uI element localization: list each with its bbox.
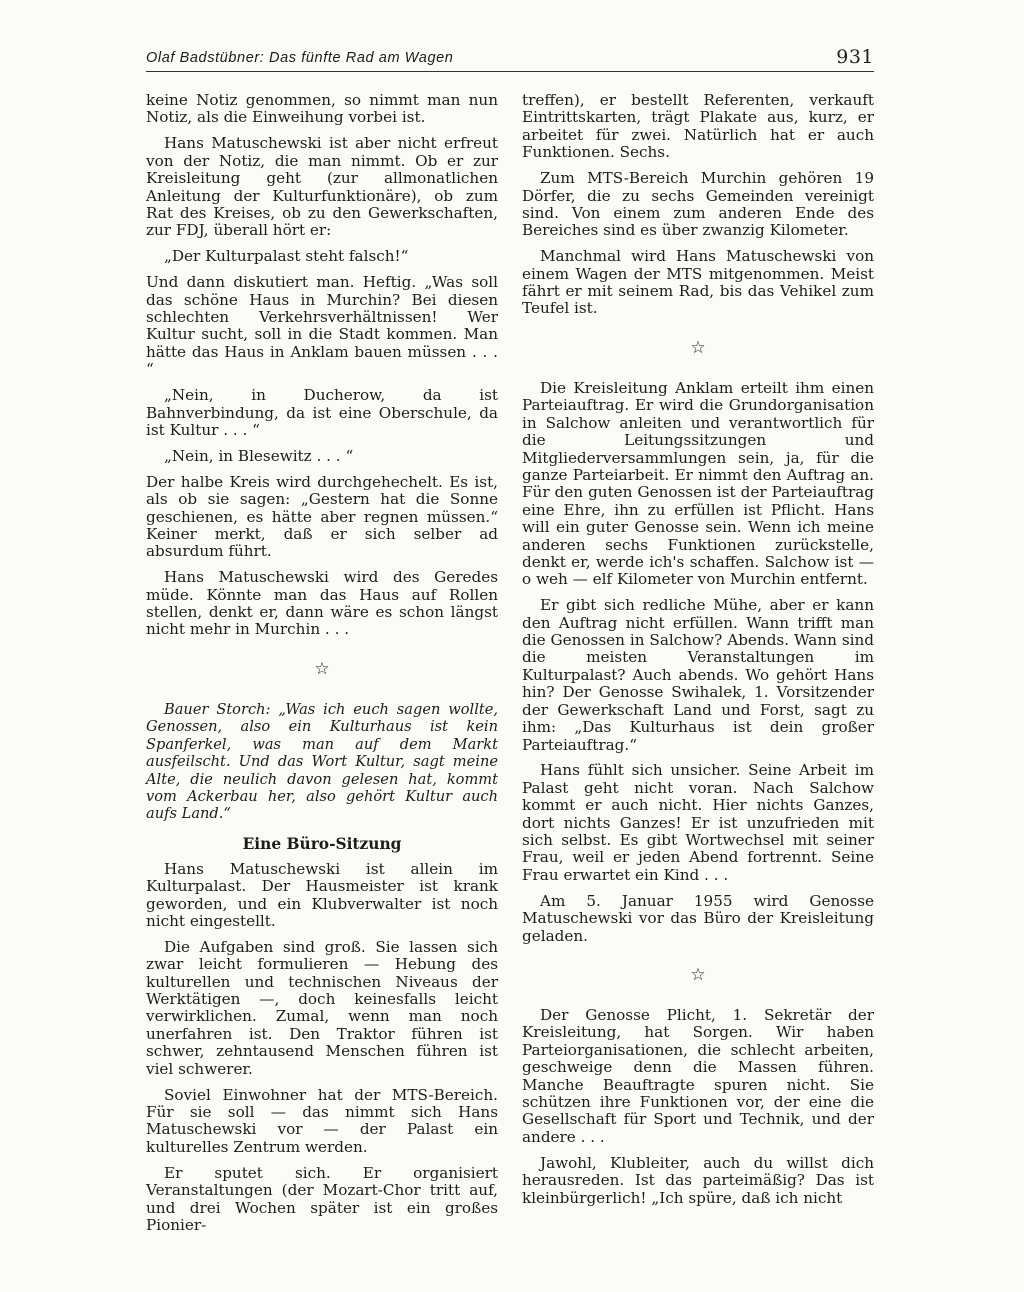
paragraph: Er gibt sich redliche Mühe, aber er kann den Auftrag nicht erfüllen. Wann trifft man die Genossen in Salchow? Abends. Wann sind die meisten Veranstaltungen im Kulturpalast? Auch abends. Wo gehört Hans hin? Der Genosse Swihalek, 1. Vorsitzender der Gewerkschaft Land und Forst, sagt zu ihm: „Das Kulturhaus ist dein großer Parteiauftrag.“ bbox=[522, 596, 874, 754]
paragraph: Am 5. Januar 1955 wird Genosse Matuschewski vor das Büro der Kreisleitung geladen. bbox=[522, 891, 874, 945]
paragraph: Und dann diskutiert man. Heftig. „Was soll das schöne Haus in Murchin? Bei diesen schlechten Verkehrsverhältnissen! Wer Kultur sucht, soll in die Stadt kommen. Man hätte das Haus in Anklam bauen müssen . . . “ bbox=[146, 273, 498, 379]
paragraph: „Der Kulturpalast steht falsch!“ bbox=[164, 247, 409, 266]
running-header bbox=[146, 46, 874, 76]
farmer-quote: Bauer Storch: „Was ich euch sagen wollte, Genossen, also ein Kulturhaus ist kein Spanferkel, was man auf dem Markt ausfeilscht. Und das Wort Kultur, sagt meine Alte, die neulich davon gelesen hat, kommt vom Ackerbau her, also gehört Kultur auch aufs Land.“ bbox=[146, 700, 498, 823]
page-number: 931 bbox=[836, 46, 874, 68]
right-column bbox=[522, 92, 874, 1215]
paragraph: „Nein, in Blesewitz . . . “ bbox=[164, 446, 354, 465]
paragraph: Hans Matuschewski ist allein im Kulturpalast. Der Hausmeister ist krank geworden, und ein Klubverwalter ist noch nicht eingestellt. bbox=[146, 859, 498, 930]
paragraph: Jawohl, Klubleiter, auch du willst dich herausreden. Ist das parteimäßig? Das ist kleinbürgerlich! „Ich spüre, daß ich nicht bbox=[522, 1153, 874, 1207]
paragraph: Er sputet sich. Er organisiert Veranstaltungen (der Mozart-Chor tritt auf, und drei Wochen später ist ein großes Pionier- bbox=[146, 1163, 498, 1234]
section-star-icon: ☆ bbox=[690, 337, 706, 358]
paragraph: Der Genosse Plicht, 1. Sekretär der Kreisleitung, hat Sorgen. Wir haben Parteiorganisationen, die schlecht arbeiten, geschweige denn die Massen führen. Manche Beauftragte spuren nicht. Sie schützen ihre Funktionen vor, der eine die Gesellschaft für Sport und Technik, und der andere . . . bbox=[522, 1005, 874, 1146]
paragraph: Soviel Einwohner hat der MTS-Bereich. Für sie soll — das nimmt sich Hans Matuschewski vor — der Palast ein kulturelles Zentrum werden. bbox=[146, 1085, 498, 1156]
paragraph: Die Kreisleitung Anklam erteilt ihm einen Parteiauftrag. Er wird die Grundorganisation in Salchow anleiten und verantwortlich für die Leitungssitzungen und Mitgliederversammlungen sein, ja, für die ganze Parteiarbeit. Er nimmt den Auftrag an. Für den guten Genossen ist der Parteiauftrag eine Ehre, ihn zu erfüllen ist Pflicht. Hans will ein guter Genosse sein. Wenn ich meine anderen sechs Funktionen zurückstelle, denkt er, werde ich's schaffen. Salchow ist — o weh — elf Kilometer von Murchin entfernt. bbox=[522, 378, 874, 589]
header-rule bbox=[146, 71, 874, 72]
left-column bbox=[146, 92, 498, 1243]
paragraph: keine Notiz genommen, so nimmt man nun Notiz, als die Einweihung vorbei ist. bbox=[146, 91, 498, 127]
paragraph: Die Aufgaben sind groß. Sie lassen sich zwar leicht formulieren — Hebung des kulturellen und technischen Niveaus der Werktätigen —, doch keinesfalls leicht verwirklichen. Zumal, wenn man noch unerfahren ist. Den Traktor führen ist schwer, zehntausend Menschen führen ist viel schwerer. bbox=[146, 937, 498, 1078]
paragraph: „Nein, in Ducherow, da ist Bahnverbindung, da ist eine Oberschule, da ist Kultur . . . “ bbox=[146, 386, 498, 439]
section-heading: Eine Büro-Sitzung bbox=[242, 834, 402, 853]
section-star-icon: ☆ bbox=[690, 964, 706, 985]
section-star-icon: ☆ bbox=[314, 658, 330, 679]
paragraph: Hans fühlt sich unsicher. Seine Arbeit im Palast geht nicht voran. Nach Salchow kommt er auch nicht. Hier nichts Ganzes, dort nichts Ganzes! Er ist unzufrieden mit sich selbst. Es gibt Wortwechsel mit seiner Frau, weil er jeden Abend fortrennt. Seine Frau erwartet ein Kind . . . bbox=[522, 761, 874, 884]
paragraph: treffen), er bestellt Referenten, verkauft Eintrittskarten, trägt Plakate aus, kurz, er arbeitet für zwei. Natürlich hat er auch Funktionen. Sechs. bbox=[522, 91, 874, 162]
paragraph: Hans Matuschewski wird des Geredes müde. Könnte man das Haus auf Rollen stellen, denkt er, dann wäre es schon längst nicht mehr in Murchin . . . bbox=[146, 568, 498, 639]
running-title: Olaf Badstübner: Das fünfte Rad am Wagen bbox=[146, 50, 454, 66]
paragraph: Zum MTS-Bereich Murchin gehören 19 Dörfer, die zu sechs Gemeinden vereinigt sind. Von einem zum anderen Ende des Bereiches sind es über zwanzig Kilometer. bbox=[522, 169, 874, 240]
paragraph: Manchmal wird Hans Matuschewski von einem Wagen der MTS mitgenommen. Meist fährt er mit seinem Rad, bis das Vehikel zum Teufel ist. bbox=[522, 247, 874, 318]
paragraph: Der halbe Kreis wird durchgehechelt. Es ist, als ob sie sagen: „Gestern hat die Sonne geschienen, es hätte aber regnen müssen.“ Keiner merkt, daß er sich selber ad absurdum führt. bbox=[146, 472, 498, 561]
paragraph: Hans Matuschewski ist aber nicht erfreut von der Notiz, die man nimmt. Ob er zur Kreisleitung geht (zur allmonatlichen Anleitung der Kulturfunktionäre), ob zum Rat des Kreises, ob zu den Gewerkschaften, zur FDJ, überall hört er: bbox=[146, 134, 498, 240]
